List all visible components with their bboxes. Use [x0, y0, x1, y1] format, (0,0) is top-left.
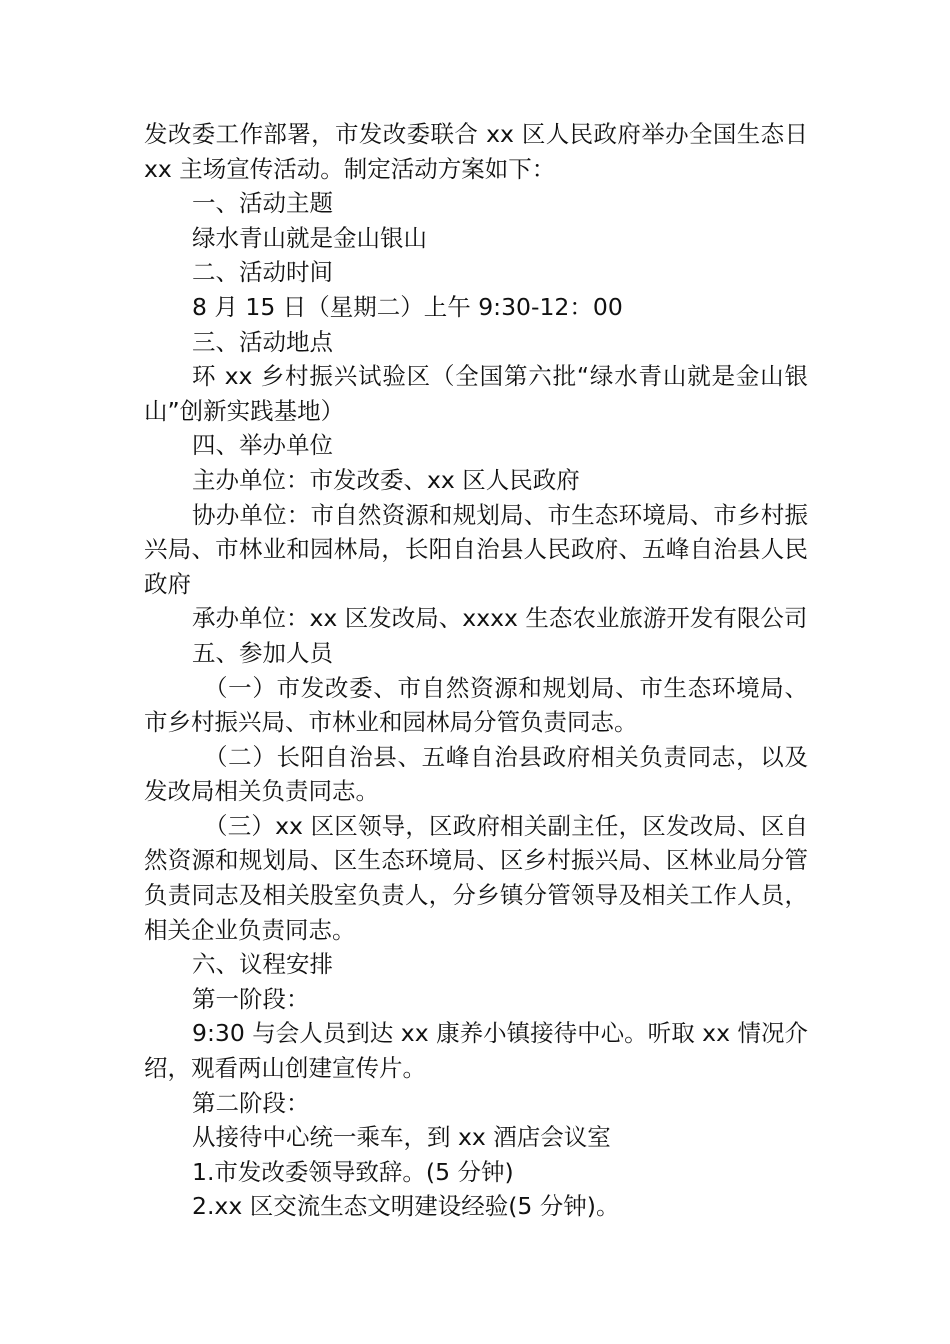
co-host-unit-text: 协办单位：市自然资源和规划局、市生态环境局、市乡村振兴局、市林业和园林局，长阳自治县人民政府、五峰自治县人民政府 [144, 500, 808, 598]
stage-one-heading: 第一阶段： [192, 984, 310, 1013]
participants-item-3: （三）xx 区区领导，区政府相关副主任，区发改局、区自然资源和规划局、区生态环境局、区乡村振兴局、区林业局分管负责同志及相关股室负责人，分乡镇分管领导及相关工作人员，相关企业负责同志。 [144, 811, 808, 944]
section-heading-theme: 一、活动主题 [192, 189, 333, 218]
agenda-item-1: 1.市发改委领导致辞。(5 分钟) [192, 1157, 514, 1186]
intro-paragraph: 发改委工作部署，市发改委联合 xx 区人民政府举办全国生态日 xx 主场宣传活动。制定活动方案如下： [144, 120, 808, 183]
participants-item-1: （一）市发改委、市自然资源和规划局、市生态环境局、市乡村振兴局、市林业和园林局分管负责同志。 [144, 673, 808, 737]
section-heading-time: 二、活动时间 [192, 258, 333, 287]
organizer-unit-text: 承办单位：xx 区发改局、xxxx 生态农业旅游开发有限公司 [192, 604, 808, 633]
theme-text: 绿水青山就是金山银山 [192, 223, 427, 252]
section-heading-participants: 五、参加人员 [192, 638, 333, 667]
stage-one-text: 9:30 与会人员到达 xx 康养小镇接待中心。听取 xx 情况介绍，观看两山创建宣传片。 [144, 1019, 808, 1083]
section-heading-agenda: 六、议程安排 [192, 950, 333, 979]
host-unit-text: 主办单位：市发改委、xx 区人民政府 [192, 465, 580, 494]
time-text: 8 月 15 日（星期二）上午 9:30-12：00 [192, 292, 623, 321]
stage-two-heading: 第二阶段： [192, 1088, 310, 1117]
agenda-item-2: 2.xx 区交流生态文明建设经验(5 分钟)。 [192, 1192, 620, 1221]
location-text: 环 xx 乡村振兴试验区（全国第六批“绿水青山就是金山银山”创新实践基地） [144, 362, 808, 425]
document-body [144, 117, 808, 1224]
section-heading-organizers: 四、举办单位 [192, 431, 333, 460]
section-heading-location: 三、活动地点 [192, 327, 333, 356]
stage-two-text: 从接待中心统一乘车，到 xx 酒店会议室 [192, 1123, 611, 1152]
participants-item-2: （二）长阳自治县、五峰自治县政府相关负责同志，以及发改局相关负责同志。 [144, 742, 808, 806]
